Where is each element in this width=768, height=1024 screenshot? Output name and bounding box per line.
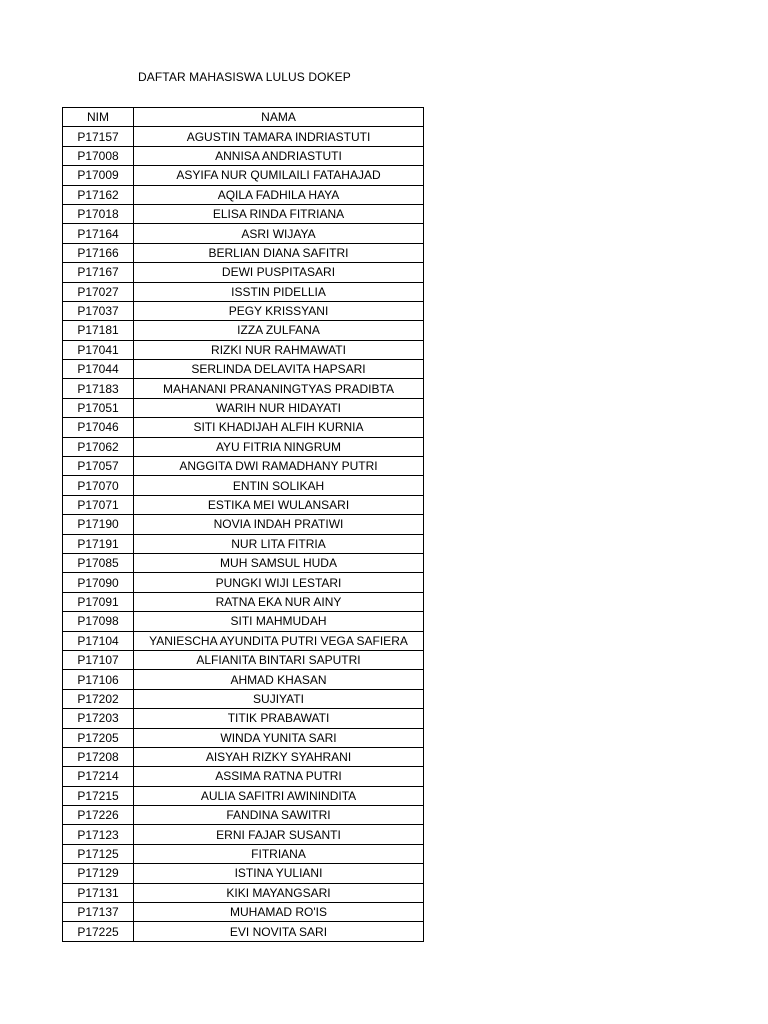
- nim-cell: P17062: [63, 437, 134, 456]
- nama-cell: AQILA FADHILA HAYA: [134, 185, 424, 204]
- table-row: [63, 127, 424, 146]
- table-row: [63, 360, 424, 379]
- table-row: [63, 650, 424, 669]
- nim-cell: P17190: [63, 515, 134, 534]
- table-row: [63, 166, 424, 185]
- nim-cell: P17091: [63, 592, 134, 611]
- nama-cell: ESTIKA MEI WULANSARI: [134, 495, 424, 514]
- table-row: [63, 592, 424, 611]
- nama-cell: DEWI PUSPITASARI: [134, 263, 424, 282]
- table-row: [63, 301, 424, 320]
- table-row: [63, 903, 424, 922]
- table-row: [63, 457, 424, 476]
- table-row: [63, 631, 424, 650]
- table-row: [63, 612, 424, 631]
- nama-cell: MUHAMAD RO'IS: [134, 903, 424, 922]
- nim-cell: P17226: [63, 806, 134, 825]
- nim-cell: P17037: [63, 301, 134, 320]
- nim-cell: P17181: [63, 321, 134, 340]
- table-row: [63, 709, 424, 728]
- table-row: [63, 437, 424, 456]
- nim-cell: P17162: [63, 185, 134, 204]
- nim-cell: P17090: [63, 573, 134, 592]
- nama-cell: ALFIANITA BINTARI SAPUTRI: [134, 650, 424, 669]
- nama-cell: AYU FITRIA NINGRUM: [134, 437, 424, 456]
- nama-cell: NUR LITA FITRIA: [134, 534, 424, 553]
- nim-cell: P17129: [63, 864, 134, 883]
- table-row: [63, 670, 424, 689]
- table-row: [63, 340, 424, 359]
- nim-cell: P17191: [63, 534, 134, 553]
- nim-cell: P17183: [63, 379, 134, 398]
- table-row: [63, 263, 424, 282]
- nama-cell: ELISA RINDA FITRIANA: [134, 204, 424, 223]
- nama-cell: PEGY KRISSYANI: [134, 301, 424, 320]
- nim-cell: P17125: [63, 844, 134, 863]
- table-row: [63, 728, 424, 747]
- nama-cell: AISYAH RIZKY SYAHRANI: [134, 747, 424, 766]
- nim-cell: P17041: [63, 340, 134, 359]
- nim-cell: P17106: [63, 670, 134, 689]
- nama-cell: IZZA ZULFANA: [134, 321, 424, 340]
- nim-cell: P17098: [63, 612, 134, 631]
- nama-cell: NOVIA INDAH PRATIWI: [134, 515, 424, 534]
- nim-cell: P17018: [63, 204, 134, 223]
- nama-cell: TITIK PRABAWATI: [134, 709, 424, 728]
- table-row: [63, 321, 424, 340]
- table-row: [63, 224, 424, 243]
- table-row: [63, 553, 424, 572]
- nim-cell: P17166: [63, 243, 134, 262]
- nim-cell: P17107: [63, 650, 134, 669]
- table-row: [63, 185, 424, 204]
- nama-cell: RATNA EKA NUR AINY: [134, 592, 424, 611]
- nama-cell: WINDA YUNITA SARI: [134, 728, 424, 747]
- nama-cell: ASSIMA RATNA PUTRI: [134, 767, 424, 786]
- nim-cell: P17071: [63, 495, 134, 514]
- table-row: [63, 204, 424, 223]
- nama-cell: SUJIYATI: [134, 689, 424, 708]
- table-row: [63, 398, 424, 417]
- nim-cell: P17215: [63, 786, 134, 805]
- nim-cell: P17085: [63, 553, 134, 572]
- nim-cell: P17044: [63, 360, 134, 379]
- nama-cell: ENTIN SOLIKAH: [134, 476, 424, 495]
- table-row: [63, 534, 424, 553]
- table-row: [63, 379, 424, 398]
- nama-cell: ISSTIN PIDELLIA: [134, 282, 424, 301]
- nama-cell: KIKI MAYANGSARI: [134, 883, 424, 902]
- nim-cell: P17008: [63, 146, 134, 165]
- nim-cell: P17046: [63, 418, 134, 437]
- nama-cell: SITI KHADIJAH ALFIH KURNIA: [134, 418, 424, 437]
- nim-cell: P17164: [63, 224, 134, 243]
- table-row: [63, 573, 424, 592]
- table-row: [63, 864, 424, 883]
- nim-cell: P17157: [63, 127, 134, 146]
- nim-cell: P17214: [63, 767, 134, 786]
- nim-cell: P17208: [63, 747, 134, 766]
- nim-cell: P17225: [63, 922, 134, 941]
- document-title: DAFTAR MAHASISWA LULUS DOKEP: [138, 70, 351, 84]
- table-row: [63, 689, 424, 708]
- nim-cell: P17070: [63, 476, 134, 495]
- nama-cell: MUH SAMSUL HUDA: [134, 553, 424, 572]
- nama-cell: SERLINDA DELAVITA HAPSARI: [134, 360, 424, 379]
- nim-cell: P17104: [63, 631, 134, 650]
- nama-cell: RIZKI NUR RAHMAWATI: [134, 340, 424, 359]
- nama-cell: WARIH NUR HIDAYATI: [134, 398, 424, 417]
- student-table: [62, 107, 424, 942]
- table-row: [63, 747, 424, 766]
- nama-cell: ASYIFA NUR QUMILAILI FATAHAJAD: [134, 166, 424, 185]
- nim-cell: P17051: [63, 398, 134, 417]
- nama-cell: AHMAD KHASAN: [134, 670, 424, 689]
- nim-cell: P17131: [63, 883, 134, 902]
- table-row: [63, 844, 424, 863]
- table-row: [63, 282, 424, 301]
- nama-cell: PUNGKI WIJI LESTARI: [134, 573, 424, 592]
- nama-cell: ASRI WIJAYA: [134, 224, 424, 243]
- nim-cell: P17202: [63, 689, 134, 708]
- table-row: [63, 418, 424, 437]
- nama-cell: FITRIANA: [134, 844, 424, 863]
- table-row: [63, 495, 424, 514]
- table-row: [63, 806, 424, 825]
- nama-cell: ERNI FAJAR SUSANTI: [134, 825, 424, 844]
- table-row: [63, 243, 424, 262]
- column-header-nama: NAMA: [134, 108, 424, 127]
- table-header-row: [63, 108, 424, 127]
- nama-cell: FANDINA SAWITRI: [134, 806, 424, 825]
- nim-cell: P17027: [63, 282, 134, 301]
- table-row: [63, 922, 424, 941]
- table-body: [63, 127, 424, 941]
- nim-cell: P17137: [63, 903, 134, 922]
- column-header-nim: NIM: [63, 108, 134, 127]
- table-row: [63, 476, 424, 495]
- nama-cell: MAHANANI PRANANINGTYAS PRADIBTA: [134, 379, 424, 398]
- nim-cell: P17203: [63, 709, 134, 728]
- nama-cell: ANNISA ANDRIASTUTI: [134, 146, 424, 165]
- table-row: [63, 515, 424, 534]
- table-row: [63, 767, 424, 786]
- nama-cell: BERLIAN DIANA SAFITRI: [134, 243, 424, 262]
- nama-cell: ANGGITA DWI RAMADHANY PUTRI: [134, 457, 424, 476]
- nama-cell: AULIA SAFITRI AWININDITA: [134, 786, 424, 805]
- nim-cell: P17009: [63, 166, 134, 185]
- table-row: [63, 825, 424, 844]
- nama-cell: YANIESCHA AYUNDITA PUTRI VEGA SAFIERA: [134, 631, 424, 650]
- nama-cell: EVI NOVITA SARI: [134, 922, 424, 941]
- nim-cell: P17057: [63, 457, 134, 476]
- nama-cell: AGUSTIN TAMARA INDRIASTUTI: [134, 127, 424, 146]
- nim-cell: P17205: [63, 728, 134, 747]
- table-row: [63, 786, 424, 805]
- nim-cell: P17123: [63, 825, 134, 844]
- nama-cell: SITI MAHMUDAH: [134, 612, 424, 631]
- table-row: [63, 883, 424, 902]
- nama-cell: ISTINA YULIANI: [134, 864, 424, 883]
- table-row: [63, 146, 424, 165]
- nim-cell: P17167: [63, 263, 134, 282]
